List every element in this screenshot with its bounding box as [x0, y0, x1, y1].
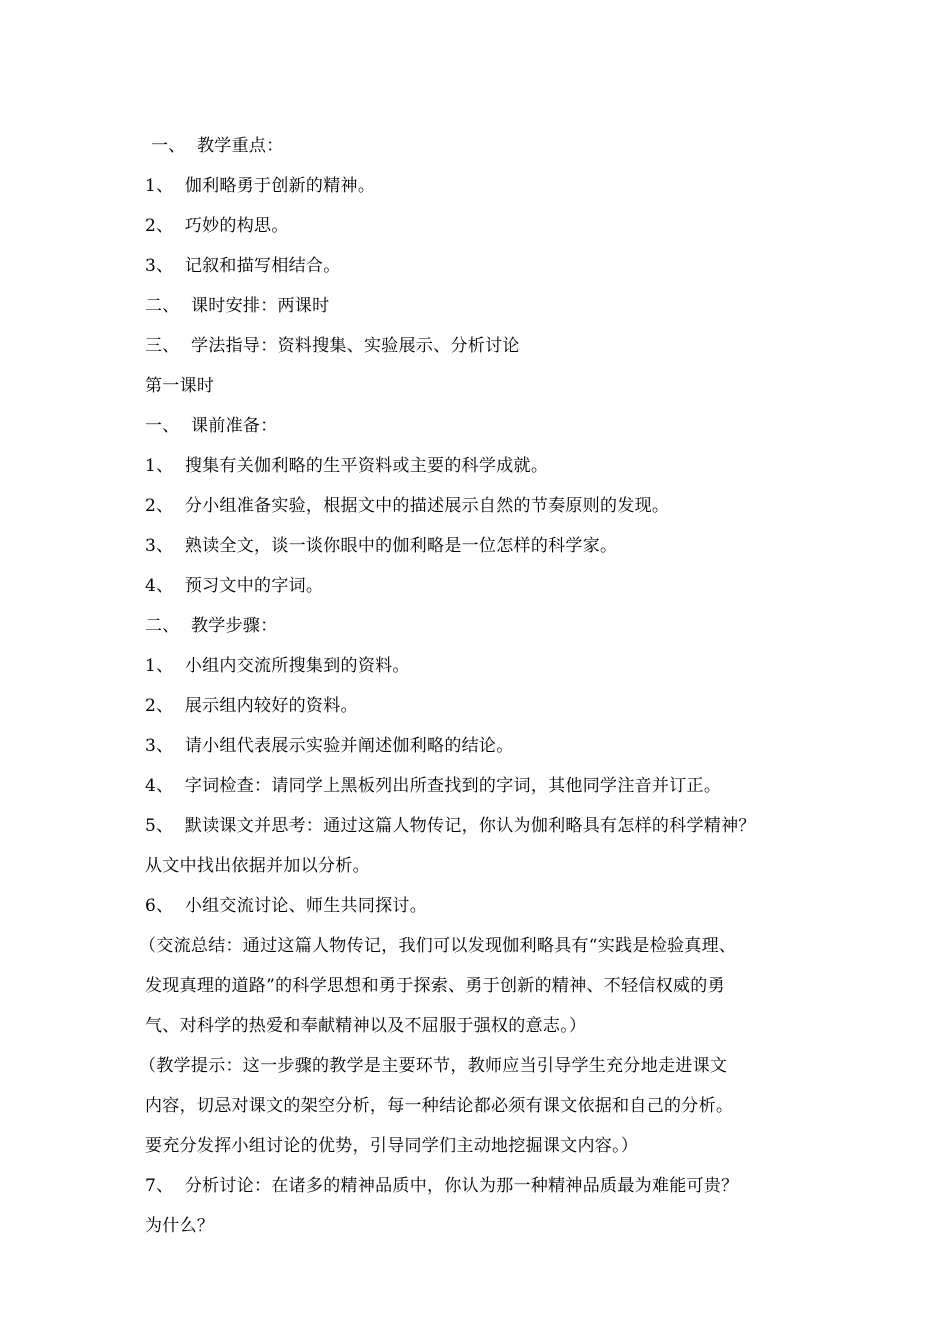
- teaching-tip-continuation: 要充分发挥小组讨论的优势，引导同学们主动地挖掘课文内容。）: [145, 1136, 639, 1156]
- list-item: 3、 熟读全文，谈一谈你眼中的伽利略是一位怎样的科学家。: [145, 536, 618, 556]
- list-item: 2、 分小组准备实验，根据文中的描述展示自然的节奏原则的发现。: [145, 496, 670, 516]
- summary-note-continuation: 发现真理的道路”的科学思想和勇于探索、勇于创新的精神、不轻信权威的勇: [145, 976, 725, 996]
- list-item: 1、 伽利略勇于创新的精神。: [145, 176, 376, 196]
- list-item: 4、 预习文中的字词。: [145, 576, 324, 596]
- list-item-continuation: 从文中找出依据并加以分析。: [145, 856, 370, 876]
- section-heading-method: 三、 学法指导：资料搜集、实验展示、分析讨论: [145, 336, 520, 356]
- teaching-tip-continuation: 内容，切忌对课文的架空分析，每一种结论都必须有课文依据和自己的分析。: [145, 1096, 734, 1116]
- summary-note-continuation: 气、对科学的热爱和奉献精神以及不屈服于强权的意志。）: [145, 1016, 587, 1036]
- list-item: 3、 记叙和描写相结合。: [145, 256, 341, 276]
- lesson-title-first: 第一课时: [145, 376, 215, 396]
- section-heading-preparation: 一、 课前准备：: [145, 416, 278, 436]
- list-item: 1、 搜集有关伽利略的生平资料或主要的科学成就。: [145, 456, 549, 476]
- section-heading-schedule: 二、 课时安排：两课时: [145, 296, 330, 316]
- list-item: 1、 小组内交流所搜集到的资料。: [145, 656, 410, 676]
- list-item: 2、 展示组内较好的资料。: [145, 696, 358, 716]
- section-heading-teaching-focus: 一、 教学重点：: [151, 136, 284, 156]
- list-item: 3、 请小组代表展示实验并阐述伽利略的结论。: [145, 736, 514, 756]
- teaching-tip-note: （教学提示：这一步骤的教学是主要环节，教师应当引导学生充分地走进课文: [139, 1056, 728, 1076]
- summary-note: （交流总结：通过这篇人物传记，我们可以发现伽利略具有“实践是检验真理、: [139, 936, 737, 956]
- lesson-plan-text: [139, 126, 825, 1246]
- list-item-continuation: 为什么？: [145, 1216, 215, 1236]
- section-heading-steps: 二、 教学步骤：: [145, 616, 278, 636]
- list-item: 2、 巧妙的构思。: [145, 216, 289, 236]
- list-item: 5、 默读课文并思考：通过这篇人物传记，你认为伽利略具有怎样的科学精神？: [145, 816, 756, 836]
- list-item: 6、 小组交流讨论、师生共同探讨。: [145, 896, 428, 916]
- list-item: 4、 字词检查：请同学上黑板列出所查找到的字词，其他同学注音并订正。: [145, 776, 722, 796]
- list-item: 7、 分析讨论：在诸多的精神品质中，你认为那一种精神品质最为难能可贵？: [145, 1176, 739, 1196]
